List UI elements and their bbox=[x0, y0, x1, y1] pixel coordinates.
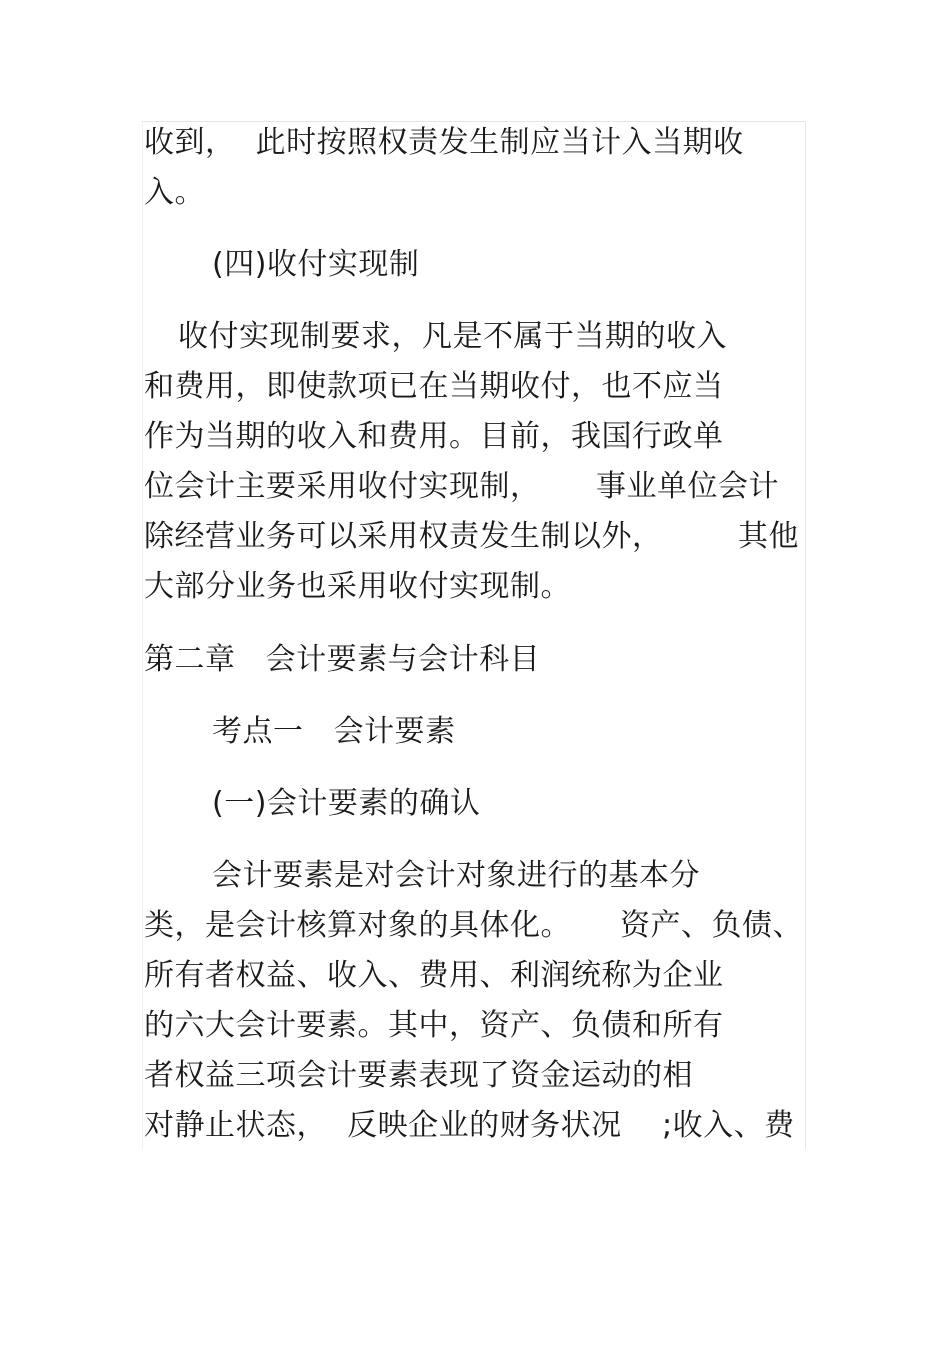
text-line: 入。 bbox=[144, 175, 205, 210]
topic-heading: 考点一 会计要素 bbox=[212, 714, 456, 749]
text-line: 位会计主要采用收付实现制， bbox=[144, 469, 541, 504]
text-line-tail: 资产、负债、 bbox=[620, 908, 803, 943]
text-line: 对静止状态， 反映企业的财务状况 bbox=[144, 1108, 622, 1143]
text-line: 收付实现制要求，凡是不属于当期的收入 bbox=[178, 319, 727, 354]
text-line: 除经营业务可以采用权责发生制以外， bbox=[144, 519, 663, 554]
subsection-heading: (一)会计要素的确认 bbox=[212, 786, 481, 821]
text-line: 作为当期的收入和费用。目前，我国行政单 bbox=[144, 419, 724, 454]
text-line: 者权益三项会计要素表现了资金运动的相 bbox=[144, 1058, 693, 1093]
text-line: 收到， 此时按照权责发生制应当计入当期收 bbox=[144, 125, 744, 160]
text-line: 所有者权益、收入、费用、利润统称为企业 bbox=[144, 958, 724, 993]
text-line-tail: 事业单位会计 bbox=[596, 469, 779, 504]
text-line: 类，是会计核算对象的具体化。 bbox=[144, 908, 571, 943]
chapter-title: 第二章 会计要素与会计科目 bbox=[144, 642, 541, 677]
text-line: 的六大会计要素。其中，资产、负债和所有 bbox=[144, 1008, 724, 1043]
text-line-tail: ;收入、费 bbox=[662, 1108, 795, 1143]
text-line: 和费用，即使款项已在当期收付，也不应当 bbox=[144, 369, 724, 404]
text-line-tail: 其他 bbox=[738, 519, 799, 554]
section-heading-cash-basis: (四)收付实现制 bbox=[212, 247, 420, 282]
text-line: 会计要素是对会计对象进行的基本分 bbox=[212, 858, 700, 893]
text-line: 大部分业务也采用收付实现制。 bbox=[144, 569, 571, 604]
